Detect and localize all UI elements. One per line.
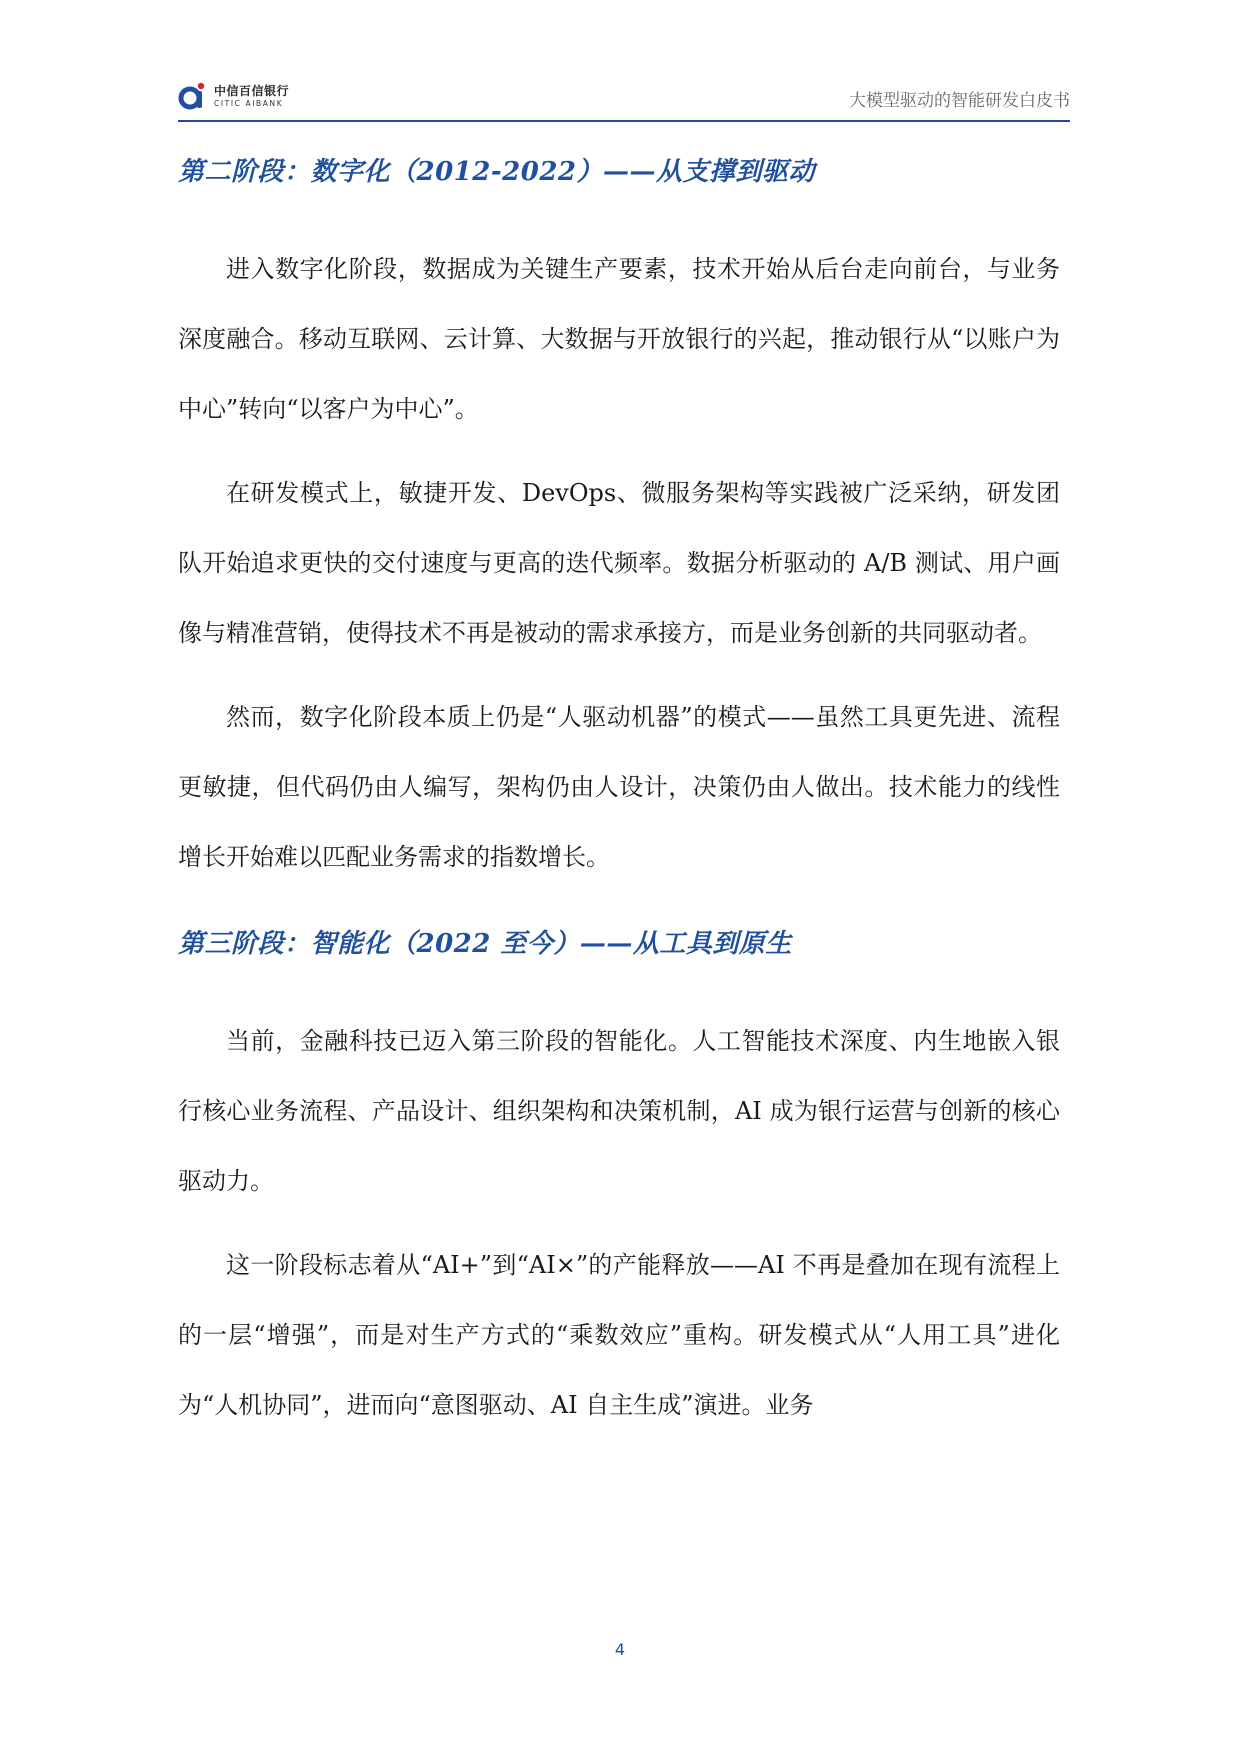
page-header (178, 72, 1070, 122)
page-number: 4 (614, 1640, 626, 1659)
paragraph: 在研发模式上，敏捷开发、DevOps、微服务架构等实践被广泛采纳，研发团队开始追求更快的交付速度与更高的迭代频率。数据分析驱动的 A/B 测试、用户画像与精准营销，使得技术不再是被动的需求承接方，而是业务创新的共同驱动者。 (178, 479, 1060, 647)
document-title: 大模型驱动的智能研发白皮书 (849, 91, 1070, 111)
paragraph: 进入数字化阶段，数据成为关键生产要素，技术开始从后台走向前台，与业务深度融合。移动互联网、云计算、大数据与开放银行的兴起，推动银行从“以账户为中心”转向“以客户为中心”。 (178, 255, 1060, 423)
bank-logo (178, 78, 289, 114)
section-heading: 第三阶段：智能化（2022 至今）——从工具到原生 (178, 929, 792, 959)
page-body (178, 140, 1060, 1440)
paragraph: 这一阶段标志着从“AI+”到“AI×”的产能释放——AI 不再是叠加在现有流程上的一层“增强”，而是对生产方式的“乘数效应”重构。研发模式从“人用工具”进化为“人机协同”，进而向“意图驱动、AI 自主生成”演进。业务 (178, 1251, 1060, 1419)
paragraph: 然而，数字化阶段本质上仍是“人驱动机器”的模式——虽然工具更先进、流程更敏捷，但代码仍由人编写，架构仍由人设计，决策仍由人做出。技术能力的线性增长开始难以匹配业务需求的指数增长。 (178, 703, 1060, 871)
paragraph: 当前，金融科技已迈入第三阶段的智能化。人工智能技术深度、内生地嵌入银行核心业务流程、产品设计、组织架构和决策机制，AI 成为银行运营与创新的核心驱动力。 (178, 1027, 1060, 1195)
aibank-logo-icon (178, 81, 208, 111)
section-heading: 第二阶段：数字化（2012-2022）——从支撑到驱动 (178, 157, 816, 187)
logo-name-cn: 中信百信银行 (214, 83, 290, 98)
logo-name-en: CITIC AIBANK (214, 98, 284, 108)
